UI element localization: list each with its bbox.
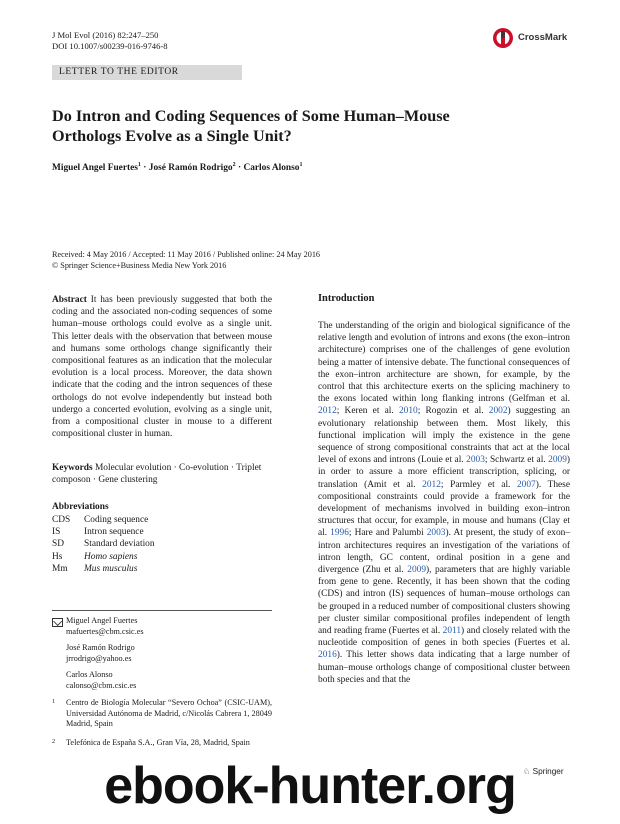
citation-link[interactable]: 2003 [426,528,446,539]
crossmark-badge[interactable] [492,27,582,49]
abbreviation: Mm [52,563,68,574]
citation-link[interactable]: 2007 [516,479,536,490]
introduction-heading: Introduction [318,293,375,304]
contact-block [66,616,144,637]
intro-text: ). At present, the study of exon–intron architectures requires an investigation of the variations of intron length, GC content, ordinal position in a gene and divergence (Zhu et al. [318,528,571,576]
crossmark-icon [492,27,514,49]
introduction-body [318,320,570,686]
contact-email[interactable]: calonso@cbm.csic.es [66,680,137,690]
keywords-text: Molecular evolution · Co-evolution · Triplet composon · Gene clustering [52,463,262,486]
intro-text: The understanding of the origin and biological significance of the relative length and evolution of introns and exons (the exon–intron architecture) comprises one of the challenges of gene evolution being a matter of intensive debate. The functional consequences of the exon–intron architecture are shown, for example, by the control that this architecture exerts on the splicing machinery to the exons located within long flanking introns (Gelfman et al. [318,321,570,405]
author-separator: · [235,163,244,174]
citation-link[interactable]: 2009 [407,565,426,576]
affiliation [52,698,272,732]
contact-email[interactable]: mafuertes@cbm.csic.es [66,626,144,636]
intro-text: ; Rogozin et al. [417,406,489,417]
abbreviation: SD [52,539,64,550]
crossmark-label: CrossMark [518,32,568,43]
title-line: Do Intron and Coding Sequences of Some Human–Mouse [52,107,450,125]
journal-doi: DOI 10.1007/s00239-016-9746-8 [52,41,168,51]
footnote-divider [52,610,272,611]
intro-text: ) suggesting an evolutionary relationship between them. Most likely, this functional implication will imply the existence in the gene sequence of strong compositional constraints that act at the local level of exons and introns (Louie et al. [318,406,570,466]
keywords-label: Keywords [52,463,93,473]
author-affil-mark: 1 [137,162,141,168]
intro-text: ), parameters that are highly variable from gene to gene. Recently, it has been shown that the coding (CDS) and intron (IS) sequences of human–mouse orthologs can be grouped in a reduced number of compositional clusters showing per cluster similar compositional profiles independent of length and reading frame (Fuertes et al. [318,565,570,637]
contact-email[interactable]: jrrodrigo@yahoo.es [66,653,132,663]
abbreviation: IS [52,527,61,538]
author-name[interactable]: Miguel Angel Fuertes [52,163,138,174]
citation-link[interactable]: 2009 [548,455,567,466]
abbreviation-definition: Coding sequence [84,515,149,525]
publisher-name: Springer [532,767,564,776]
keywords [52,462,272,486]
intro-text: ; Keren et al. [336,406,399,417]
springer-horse-icon: ♘ [523,767,531,776]
article-title [52,106,532,146]
citation-link[interactable]: 2011 [442,626,462,637]
abbreviation-definition: Standard deviation [84,539,155,550]
abbreviation-row [52,538,272,550]
intro-text: ). These compositional constraints could provide a framework for the development of mechanisms involved in building exon–intron structures that occur, for example, in mouse and humans (Clay et al. [318,479,570,539]
intro-text: ) and closely related with the nucleotide composition of genes in both species (Fuertes et al. [318,626,570,649]
corresponding-contacts [52,616,272,696]
history-dates: Received: 4 May 2016 / Accepted: 11 May 2016 / Published online: 24 May 2016 [52,250,321,259]
author-name[interactable]: Carlos Alonso [243,163,300,174]
journal-citation [52,30,168,52]
publication-dates [52,249,320,271]
citation-link[interactable]: 2016 [318,650,337,661]
affiliation-number: 1 [52,698,56,705]
abbreviations-list [52,514,272,575]
envelope-icon [52,618,63,627]
abbreviations-heading: Abbreviations [52,502,109,512]
affiliation-text: Centro de Biología Molecular “Severo Ochoa” (CSIC-UAM), Universidad Autónoma de Madrid, c/Nicolás Cabrera 1, 28049 Madrid, Spain [66,698,272,729]
affiliation-number: 2 [52,738,56,745]
journal-volume: J Mol Evol (2016) 82:247–250 [52,30,159,40]
citation-link[interactable]: 2002 [488,406,508,417]
abbreviation-definition: Mus musculus [84,563,138,574]
contact-name: Carlos Alonso [66,670,113,679]
abbreviation-row [52,551,272,563]
contact-block [66,643,135,664]
abbreviation-row [52,526,272,538]
abstract-label: Abstract [52,295,87,305]
abbreviation-row [52,563,272,575]
citation-link[interactable]: 2012 [422,479,441,490]
abstract-text: It has been previously suggested that both the coding and the associated non-coding sequences of some human–mouse orthologs could evolve as a single unit. This letter deals with the observation that between mouse and humans some orthologs change significantly their compositional features as an indication that the molecular evolution is a local process. Moreover, the data shown indicate that the coding and the intron sequences of these orthologs do not evolve independently but instead both undergo a concerted evolution, evolving as a single unit, from a compositional cluster in mouse to a different compositional cluster in human. [52,295,273,440]
citation-link[interactable]: 1996 [330,528,349,539]
section-label-bar [52,65,242,80]
intro-text: ). This letter shows data indicating that a large number of human–mouse orthologs change of compositional cluster between both species and that the [318,650,570,685]
citation-link[interactable]: 2010 [398,406,418,417]
author-name[interactable]: José Ramón Rodrigo [148,163,233,174]
author-list [52,162,302,173]
affiliation-text: Telefónica de España S.A., Gran Vía, 28, Madrid, Spain [66,738,250,747]
abbreviation: CDS [52,515,71,525]
intro-text: ; Schwartz et al. [484,455,549,466]
abbreviation-definition: Homo sapiens [84,551,138,562]
contact-name: José Ramón Rodrigo [66,643,135,652]
watermark: ebook-hunter.org [104,757,516,815]
author-affil-mark: 2 [232,162,236,168]
contact-block [66,670,136,691]
abbreviation-row [52,514,272,526]
title-line: Orthologs Evolve as a Single Unit? [52,127,292,145]
author-separator: · [140,163,149,174]
intro-text: ) in order to assure a more efficient transcription, splicing, or translation (Amit et al. [318,455,570,490]
abbreviation: Hs [52,551,63,562]
affiliation [52,738,272,750]
copyright-line: © Springer Science+Business Media New York 2016 [52,261,227,270]
contact-name: Miguel Angel Fuertes [66,616,138,625]
author-affil-mark: 1 [299,162,303,168]
abstract [52,294,272,440]
section-label: LETTER TO THE EDITOR [59,67,179,77]
citation-link[interactable]: 2003 [466,455,485,466]
intro-text: ; Hare and Palumbi [348,528,427,539]
citation-link[interactable]: 2012 [318,406,337,417]
intro-text: ; Parmley et al. [440,479,517,490]
abbreviation-definition: Intron sequence [84,527,144,538]
